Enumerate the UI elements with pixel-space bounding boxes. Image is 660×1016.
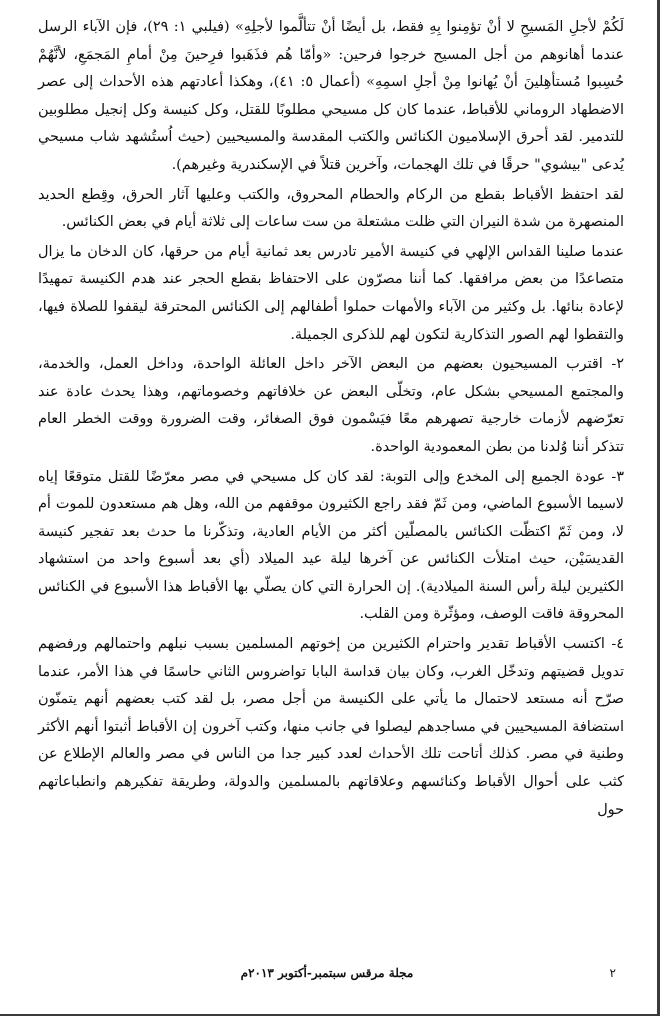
- paragraph-point-2: ٢- اقترب المسيحيون بعضهم من البعض الآخر داخل العائلة الواحدة، وداخل العمل، والخدمة، والمجتمع المسيحي بشكل عام، وتخلّى البعض عن خلافاتهم وخصوماتهم، وهذا يحدث عادة عند تعرّضهم لأزمات خارجية تصهرهم معًا فيَسْمون فوق الصغائر، وقت الضرورة ووقت الخطر العام تتذكر أننا وُلدنا من بطن المعمودية الواحدة.: [38, 356, 624, 455]
- page-footer: [38, 963, 616, 983]
- paragraph-intro: لَكُمْ لأجلِ المَسيحِ لا أنْ تؤمِنوا بِهِ فقط، بل أيضًا أنْ تتألَّموا لأجلِهِ» (فيلبي ١: ٢٩)، فإن الآباء الرسل عندما أهانوهم من أجل المسيح خرجوا فرحين: «وأمّا هُم فذَهَبوا فرِحينَ مِنْ أمامِ المَجمَعِ، لأنَّهُمْ حُسِبوا مُستأهِلينَ أنْ يُهانوا مِنْ أجلِ اسمِهِ» (أعمال ٥: ٤١)، وهكذا أعادتهم هذه الأحداث إلى عصر الاضطهاد الروماني للأقباط، عندما كان كل مسيحي مطلوبًا للقتل، وكل كنيسة وكل إنجيل مطلوبين للتدمير. لقد أحرق الإسلاميون الكنائس والكتب المقدسة والمسيحيين (حيث اُستُشهد شاب مسيحي يُدعى "بيشوي" حرقًا في تلك الهجمات، وآخرين قتلاً في الإسكندرية وغيرهم).: [38, 19, 624, 173]
- article-body: [38, 14, 624, 824]
- paragraph-point-4: ٤- اكتسب الأقباط تقدير واحترام الكثيرين من إخوتهم المسلمين بسبب نبلهم واحتمالهم ورفضهم تدويل قضيتهم وتدخّل الغرب، وكان بيان قداسة البابا تواضروس الثاني حاسمًا في هذا الأمر، عندما صرّح أنه مستعد لاحتمال ما يأتي على الكنيسة من أجل مصر، بل لقد كتب بعضهم أنهم يتمنّون استضافة المسيحيين في مساجدهم ليصلوا في جانب منها، وكتب آخرون إن الأقباط أثبتوا أنهم الأكثر وطنية في مصر. كذلك أتاحت تلك الأحداث لعدد كبير جدا من الناس في مصر والعالم الإطلاع عن كثب على أحوال الأقباط وكنائسهم وعلاقاتهم بالمسلمين والدولة، وطريقة تفكيرهم وانطباعاتهم حول: [38, 636, 624, 818]
- page-number: ٢: [609, 966, 616, 980]
- paragraph-liturgy: عندما صلينا القداس الإلهي في كنيسة الأمير تادرس بعد ثمانية أيام من حرقها، كان الدخان ما يزال متصاعدًا من بعض مرافقها. كما أننا مصرّون على الاحتفاظ بقطع الحجر عند هدم الكنيسة تمهيدًا لإعادة بنائها. بل وكثير من الآباء والأمهات حملوا أطفالهم إلى الكنائس المحترقة ليقفوا للصلاة فيها، والتقطوا لهم الصور التذكارية لتكون لهم للذكرى الجميلة.: [38, 243, 624, 343]
- paragraph-relics: لقد احتفظ الأقباط بقطع من الركام والحطام المحروق، والكتب وعليها آثار الحرق، وقِطع الحديد المنصهرة من شدة النيران التي ظلت مشتعلة من ست ساعات إلى ثلاثة أيام في بعض الكنائس.: [38, 186, 624, 231]
- paragraph-point-3: ٣- عودة الجميع إلى المخدع وإلى التوبة: لقد كان كل مسيحي في مصر معرّضًا للقتل متوقعًا إياه لاسيما الأسبوع الماضي، ومن ثَمّ فقد راجع الكثيرون موقفهم من الله، وهل هم مستعدون للموت أم لا، ومن ثَمّ اكتظّت الكنائس بالمصلّين أكثر من الأيام العادية، وتذكّرنا ما حدث بعد تفجير كنيسة القديسَيْن، حيث امتلأت الكنائس عن آخرها ليلة عيد الميلاد (أي بعد أسبوع واحد من استشهاد الكثيرين ليلة رأس السنة الميلادية). إن الحرارة التي كان يصلّي بها الأقباط هذا الأسبوع في الكنائس المحروقة فاقت الوصف، ومؤثّرة ومن القلب.: [38, 468, 624, 623]
- journal-issue-label: مجلة مرقس سبتمبر-أكتوبر ٢٠١٣م: [240, 966, 414, 980]
